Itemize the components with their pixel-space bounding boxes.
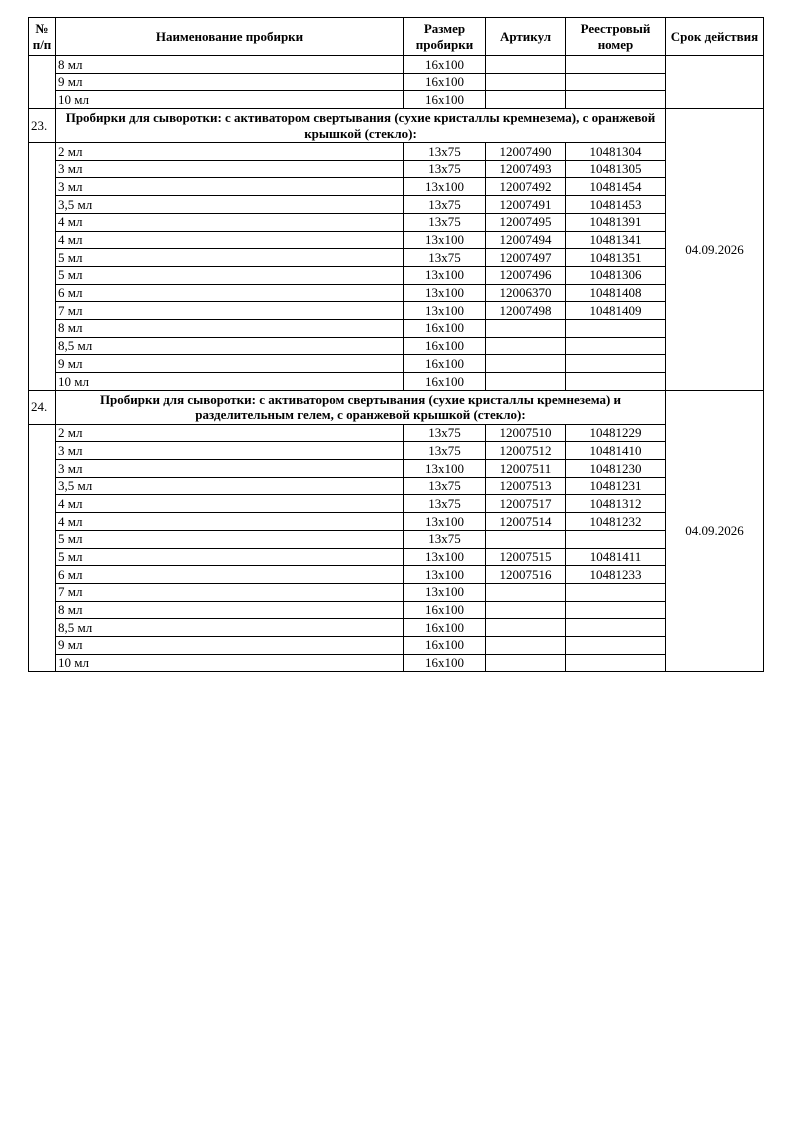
tube-size-cell: 13x75	[404, 477, 486, 495]
tube-name-cell: 10 мл	[56, 91, 404, 109]
tubes-table	[28, 17, 764, 672]
table-row	[29, 337, 764, 355]
tube-name-cell: 10 мл	[56, 373, 404, 391]
registry-number-cell: 10481454	[566, 178, 666, 196]
table-header-row	[29, 18, 764, 56]
registry-number-cell	[566, 337, 666, 355]
tube-name-cell: 8 мл	[56, 319, 404, 337]
section-header-row	[29, 109, 764, 143]
tube-name-cell: 5 мл	[56, 548, 404, 566]
tube-size-cell: 13x75	[404, 160, 486, 178]
registry-number-cell	[566, 619, 666, 637]
registry-number-cell	[566, 56, 666, 74]
tube-size-cell: 13x100	[404, 302, 486, 320]
tube-size-cell: 13x75	[404, 495, 486, 513]
article-cell	[486, 583, 566, 601]
table-row	[29, 143, 764, 161]
article-cell	[486, 91, 566, 109]
tube-name-cell: 5 мл	[56, 249, 404, 267]
tube-size-cell: 13x75	[404, 213, 486, 231]
tube-size-cell: 13x100	[404, 583, 486, 601]
table-row	[29, 73, 764, 91]
table-header	[29, 18, 764, 56]
registry-number-cell	[566, 530, 666, 548]
registry-number-cell: 10481411	[566, 548, 666, 566]
registry-number-cell: 10481229	[566, 424, 666, 442]
table-row	[29, 196, 764, 214]
registry-number-cell: 10481232	[566, 513, 666, 531]
validity-date-cell	[666, 56, 764, 109]
tube-name-cell: 10 мл	[56, 654, 404, 672]
registry-number-cell	[566, 654, 666, 672]
tube-size-cell: 13x100	[404, 231, 486, 249]
registry-number-cell	[566, 73, 666, 91]
tube-size-cell: 13x100	[404, 513, 486, 531]
tube-size-cell: 16x100	[404, 636, 486, 654]
registry-number-cell: 10481231	[566, 477, 666, 495]
tube-name-cell: 4 мл	[56, 513, 404, 531]
row-number-cell	[29, 143, 56, 391]
tube-name-cell: 8,5 мл	[56, 337, 404, 355]
article-cell: 12007497	[486, 249, 566, 267]
tube-size-cell: 13x75	[404, 249, 486, 267]
registry-number-cell	[566, 355, 666, 373]
registry-number-cell	[566, 583, 666, 601]
registry-number-cell: 10481351	[566, 249, 666, 267]
table-row	[29, 477, 764, 495]
section-header-row	[29, 390, 764, 424]
table-row	[29, 56, 764, 74]
article-cell: 12007513	[486, 477, 566, 495]
article-cell: 12007496	[486, 266, 566, 284]
table-row	[29, 266, 764, 284]
article-cell	[486, 73, 566, 91]
tube-name-cell: 5 мл	[56, 266, 404, 284]
tube-size-cell: 16x100	[404, 56, 486, 74]
registry-number-cell: 10481341	[566, 231, 666, 249]
section-number-cell: 23.	[29, 109, 56, 143]
article-cell	[486, 636, 566, 654]
section-title-cell: Пробирки для сыворотки: с активатором свертывания (сухие кристаллы кремнезема), с оранжевой крышкой (стекло):	[56, 109, 666, 143]
tube-name-cell: 5 мл	[56, 530, 404, 548]
table-row	[29, 654, 764, 672]
tube-size-cell: 16x100	[404, 73, 486, 91]
column-header-name: Наименование пробирки	[56, 18, 404, 56]
tube-name-cell: 9 мл	[56, 73, 404, 91]
tube-size-cell: 16x100	[404, 619, 486, 637]
column-header-article: Артикул	[486, 18, 566, 56]
tube-name-cell: 9 мл	[56, 355, 404, 373]
registry-number-cell: 10481409	[566, 302, 666, 320]
tube-size-cell: 13x75	[404, 143, 486, 161]
column-header-validity: Срок действия	[666, 18, 764, 56]
tube-name-cell: 6 мл	[56, 566, 404, 584]
tube-size-cell: 13x100	[404, 266, 486, 284]
registry-number-cell: 10481408	[566, 284, 666, 302]
registry-number-cell	[566, 373, 666, 391]
tube-size-cell: 16x100	[404, 654, 486, 672]
tube-name-cell: 4 мл	[56, 495, 404, 513]
tube-name-cell: 7 мл	[56, 302, 404, 320]
tube-name-cell: 8 мл	[56, 601, 404, 619]
registry-number-cell: 10481306	[566, 266, 666, 284]
validity-date-cell: 04.09.2026	[666, 390, 764, 672]
tube-size-cell: 13x75	[404, 196, 486, 214]
section-title-cell: Пробирки для сыворотки: с активатором свертывания (сухие кристаллы кремнезема) и разделительным гелем, с оранжевой крышкой (стекло):	[56, 390, 666, 424]
tube-name-cell: 9 мл	[56, 636, 404, 654]
table-row	[29, 495, 764, 513]
article-cell	[486, 355, 566, 373]
article-cell: 12007492	[486, 178, 566, 196]
table-row	[29, 284, 764, 302]
table-row	[29, 213, 764, 231]
article-cell: 12007514	[486, 513, 566, 531]
article-cell: 12007517	[486, 495, 566, 513]
registry-number-cell	[566, 601, 666, 619]
tube-name-cell: 3,5 мл	[56, 196, 404, 214]
tube-size-cell: 16x100	[404, 91, 486, 109]
article-cell: 12007491	[486, 196, 566, 214]
table-row	[29, 636, 764, 654]
article-cell: 12007495	[486, 213, 566, 231]
table-row	[29, 249, 764, 267]
column-header-num: № п/п	[29, 18, 56, 56]
table-row	[29, 460, 764, 478]
tube-size-cell: 16x100	[404, 355, 486, 373]
article-cell	[486, 654, 566, 672]
table-row	[29, 530, 764, 548]
article-cell	[486, 601, 566, 619]
table-row	[29, 302, 764, 320]
tube-name-cell: 3 мл	[56, 442, 404, 460]
registry-number-cell	[566, 319, 666, 337]
article-cell	[486, 337, 566, 355]
article-cell: 12007515	[486, 548, 566, 566]
tube-name-cell: 2 мл	[56, 424, 404, 442]
tube-size-cell: 13x100	[404, 178, 486, 196]
table-row	[29, 619, 764, 637]
table-row	[29, 513, 764, 531]
table-row	[29, 319, 764, 337]
tube-name-cell: 3,5 мл	[56, 477, 404, 495]
tube-size-cell: 13x75	[404, 530, 486, 548]
tube-size-cell: 16x100	[404, 601, 486, 619]
table-row	[29, 583, 764, 601]
registry-number-cell: 10481410	[566, 442, 666, 460]
table-row	[29, 91, 764, 109]
registry-number-cell: 10481230	[566, 460, 666, 478]
registry-number-cell: 10481305	[566, 160, 666, 178]
tube-size-cell: 13x75	[404, 442, 486, 460]
table-row	[29, 231, 764, 249]
table-row	[29, 373, 764, 391]
registry-number-cell: 10481312	[566, 495, 666, 513]
tube-size-cell: 13x100	[404, 566, 486, 584]
registry-number-cell: 10481453	[566, 196, 666, 214]
row-number-cell	[29, 424, 56, 672]
article-cell: 12007510	[486, 424, 566, 442]
tube-size-cell: 13x75	[404, 424, 486, 442]
tube-size-cell: 13x100	[404, 548, 486, 566]
table-row	[29, 442, 764, 460]
tube-name-cell: 3 мл	[56, 178, 404, 196]
table-row	[29, 160, 764, 178]
tube-name-cell: 7 мл	[56, 583, 404, 601]
registry-number-cell: 10481304	[566, 143, 666, 161]
registry-number-cell	[566, 636, 666, 654]
tube-size-cell: 16x100	[404, 373, 486, 391]
tube-size-cell: 16x100	[404, 337, 486, 355]
registry-number-cell: 10481233	[566, 566, 666, 584]
article-cell: 12007511	[486, 460, 566, 478]
table-row	[29, 566, 764, 584]
article-cell	[486, 619, 566, 637]
article-cell	[486, 373, 566, 391]
article-cell: 12007498	[486, 302, 566, 320]
tube-name-cell: 4 мл	[56, 231, 404, 249]
article-cell: 12007516	[486, 566, 566, 584]
article-cell: 12007494	[486, 231, 566, 249]
tube-size-cell: 13x100	[404, 284, 486, 302]
column-header-registry: Реестровый номер	[566, 18, 666, 56]
table-row	[29, 601, 764, 619]
tube-size-cell: 13x100	[404, 460, 486, 478]
table-row	[29, 424, 764, 442]
validity-date-cell: 04.09.2026	[666, 109, 764, 391]
tube-name-cell: 3 мл	[56, 460, 404, 478]
article-cell	[486, 530, 566, 548]
table-row	[29, 355, 764, 373]
article-cell: 12007490	[486, 143, 566, 161]
tube-name-cell: 8,5 мл	[56, 619, 404, 637]
tube-name-cell: 3 мл	[56, 160, 404, 178]
section-number-cell: 24.	[29, 390, 56, 424]
article-cell: 12006370	[486, 284, 566, 302]
tube-name-cell: 6 мл	[56, 284, 404, 302]
tube-name-cell: 8 мл	[56, 56, 404, 74]
tube-size-cell: 16x100	[404, 319, 486, 337]
column-header-size: Размер пробирки	[404, 18, 486, 56]
registry-number-cell: 10481391	[566, 213, 666, 231]
table-row	[29, 548, 764, 566]
table-body	[29, 56, 764, 672]
table-row	[29, 178, 764, 196]
article-cell: 12007512	[486, 442, 566, 460]
article-cell	[486, 56, 566, 74]
tube-name-cell: 2 мл	[56, 143, 404, 161]
article-cell: 12007493	[486, 160, 566, 178]
row-number-cell	[29, 56, 56, 109]
tube-name-cell: 4 мл	[56, 213, 404, 231]
registry-number-cell	[566, 91, 666, 109]
article-cell	[486, 319, 566, 337]
